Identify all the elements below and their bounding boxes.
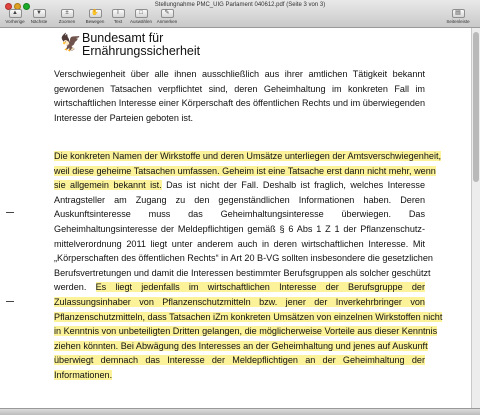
text-line (54, 353, 425, 368)
highlighted-text: sie allgemein bekannt ist. (54, 180, 162, 191)
zoom-icon: ± (61, 9, 74, 18)
paragraph-2 (54, 149, 443, 383)
window-toolbar (0, 0, 480, 28)
highlighted-text: ziehen könnten. Bei Abwägung des Interesses an der Geheimhaltung und jenes auf Auskunft (54, 340, 428, 351)
text-span: Geheimhaltungsinteresse der Meldepflichtigen gemäß § 6 Abs 1 Z 1 der Pflanzenschutz- (54, 223, 425, 234)
text-cursor-icon: I (112, 9, 125, 18)
text-line (54, 82, 425, 97)
text-line (54, 67, 425, 82)
text-line (54, 111, 425, 126)
eagle-crest-icon: 🦅 (60, 33, 82, 52)
paragraph-1 (54, 67, 425, 125)
previous-page-button[interactable] (3, 9, 27, 27)
text-span: „Körperschaften des öffentlichen Rechts“ in Art 20 B-VG sollten insbesondere die gesetzlichen (54, 253, 433, 264)
text-line (54, 368, 425, 383)
window-bottom-bar (0, 408, 480, 415)
text-line (54, 164, 436, 179)
text-line (54, 193, 425, 208)
hand-icon: ✋ (89, 9, 102, 18)
text-span: Das ist nicht der Fall. Deshalb ist fraglich, welches Interesse (161, 180, 426, 191)
highlighted-text: Zulassungsinhaber von Pflanzenschutzmitteln bzw. jener der Inverkehrbringer von (54, 296, 425, 307)
text-tool-label: Text (113, 19, 123, 24)
scrollbar-thumb[interactable] (473, 32, 479, 182)
arrow-down-icon: ▼ (33, 9, 46, 18)
letterhead-line-1: Bundesamt für (82, 31, 164, 45)
text-line (54, 96, 425, 111)
text-span: gewordenen Tatsachen verpflichtet sind, deren Geheimhaltung im konkreten Fall im (54, 83, 425, 94)
text-span: Antragsteller am Zugang zu den gegenständlichen Informationen haben. Deren (54, 194, 425, 205)
text-line (54, 222, 425, 237)
select-tool-button[interactable] (128, 9, 154, 27)
text-tool-button[interactable] (108, 9, 128, 27)
zoom-button[interactable] (55, 9, 79, 27)
sidebar-label: Seitenleiste (446, 19, 470, 24)
text-line (54, 295, 425, 310)
highlighted-text: weil diese geheime Tatsachen umfassen. Geheim ist eine Tatsache erst dann nicht mehr, wenn (54, 165, 436, 176)
text-line (54, 339, 428, 354)
highlighted-text: in Kenntnis von unbeteiligten Dritten gelangen, die möglicherweise Vorteile aus dieser Kenntnis (54, 326, 438, 337)
text-span: werden. (54, 282, 96, 293)
text-line (54, 251, 433, 266)
sidebar-icon: ▤ (452, 9, 465, 18)
text-line (54, 207, 425, 222)
highlighted-text: Informationen. (54, 369, 113, 380)
select-tool-label: Auswählen (129, 19, 152, 24)
window-title: Stellungnahme PMC_UIG Parlament 040612.pdf (Seite 3 von 3) (154, 2, 326, 8)
text-line (54, 149, 442, 164)
letterhead-line-2: Ernährungssicherheit (82, 44, 201, 58)
arrow-up-icon: ▲ (9, 9, 22, 18)
letterhead (82, 32, 200, 58)
text-line (54, 178, 425, 193)
annotate-button[interactable] (154, 9, 180, 27)
text-span: mittelverordnung 2011 liegt unter anderem auch in deren wirtschaftlichen Interesse. Mit (54, 238, 425, 249)
vertical-scrollbar[interactable] (471, 28, 480, 408)
pdf-page-view[interactable] (0, 28, 471, 408)
text-line (54, 280, 425, 295)
highlighted-text: Pflanzenschutzmitteln, dass Tatsachen iZm konkreten Umsätzen von einzelnen Wirkstoffen nicht (54, 311, 443, 322)
margin-mark (6, 301, 14, 302)
highlighted-text: überwiegt demnach das Interesse der Meldepflichtigen an der Geheimhaltung der (54, 355, 425, 366)
zoom-label: Zoomen (58, 19, 76, 24)
text-span: wirtschaftlichen Interesse einer Körperschaft des öffentlichen Rechts und im überwiegenden (54, 98, 425, 109)
text-line (54, 266, 431, 281)
highlighted-text: Es liegt jedenfalls im wirtschaftlichen Interesse der Berufsgruppe der (95, 282, 425, 293)
text-line (54, 324, 438, 339)
text-span: Auskunftsinteresse muss das Geheimhaltungsinteresse überwiegen. Das (54, 209, 425, 220)
text-line (54, 237, 425, 252)
text-span: Verschwiegenheit über alle ihnen ausschließlich aus ihrer amtlichen Tätigkeit bekannt (54, 69, 425, 79)
annotate-icon: ✎ (161, 9, 174, 18)
text-line (54, 310, 443, 325)
annotate-label: Anmerken (156, 19, 178, 24)
next-page-label: Nächste (30, 19, 48, 24)
move-tool-button[interactable] (83, 9, 107, 27)
text-span: Berufsvertretungen und damit die Interessen bestimmter Berufsgruppen als solcher geschützt (54, 267, 431, 278)
text-span: Interesse der Parteien geboten ist. (54, 112, 194, 123)
next-page-button[interactable] (27, 9, 51, 27)
sidebar-button[interactable] (443, 9, 473, 27)
margin-mark (6, 212, 14, 213)
move-tool-label: Bewegen (85, 19, 105, 24)
select-icon: □ (135, 9, 148, 18)
previous-page-label: Vorherige (5, 19, 25, 24)
highlighted-text: Die konkreten Namen der Wirkstoffe und deren Umsätze unterliegen der Amtsverschwiegenheit, (54, 151, 442, 161)
